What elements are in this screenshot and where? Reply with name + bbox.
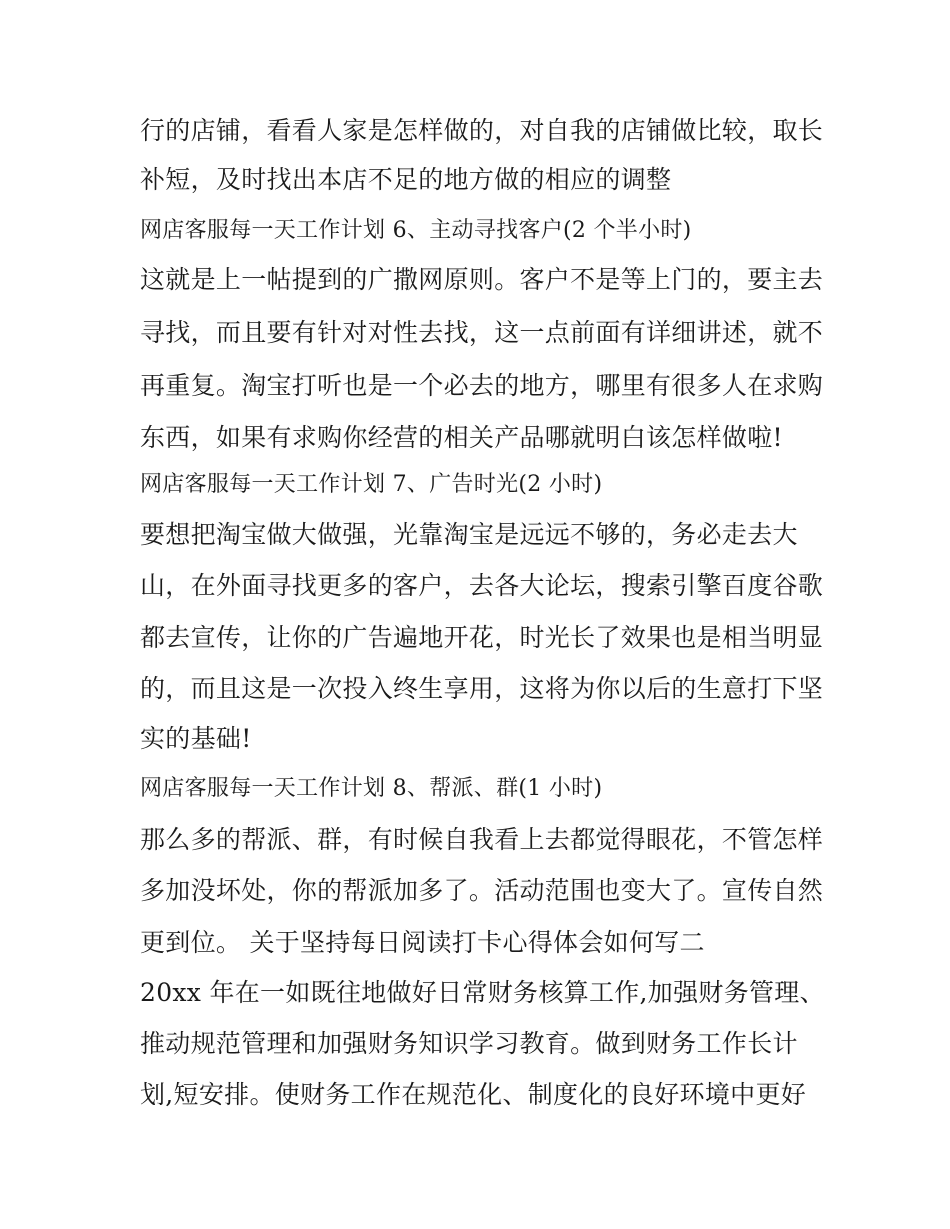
body-text-line: 寻找，而且要有针对对性去找，这一点前面有详细讲述，就不 (140, 318, 824, 347)
body-text-line: 行的店铺，看看人家是怎样做的，对自我的店铺做比较，取长 (140, 116, 824, 145)
body-text-line: 东西，如果有求购你经营的相关产品哪就明白该怎样做啦! (140, 423, 783, 452)
body-text-line: 多加没坏处，你的帮派加多了。活动范围也变大了。宣传自然 (140, 876, 824, 905)
body-text-line: 推动规范管理和加强财务知识学习教育。做到财务工作长计 (140, 1029, 798, 1058)
body-text-line: 补短，及时找出本店不足的地方做的相应的调整 (140, 165, 672, 194)
body-text-line: 那么多的帮派、群，有时候自我看上去都觉得眼花，不管怎样 (140, 825, 824, 854)
body-text-line: 再重复。淘宝打听也是一个必去的地方，哪里有很多人在求购 (140, 371, 824, 400)
body-text-line: 20xx 年在一如既往地做好日常财务核算工作,加强财务管理、 (140, 978, 825, 1007)
body-text-line: 都去宣传，让你的广告遍地开花，时光长了效果也是相当明显 (140, 623, 824, 652)
body-text-line: 要想把淘宝做大做强，光靠淘宝是远远不够的，务必走去大 (140, 520, 798, 549)
body-text-line: 实的基础! (140, 724, 252, 753)
section-heading-8: 网店客服每一天工作计划 8、帮派、群(1 小时) (140, 776, 603, 801)
body-text-line: 这就是上一帖提到的广撒网原则。客户不是等上门的，要主去 (140, 265, 824, 294)
section-heading-7: 网店客服每一天工作计划 7、广告时光(2 小时) (140, 472, 603, 497)
body-text-line: 的，而且这是一次投入终生享用，这将为你以后的生意打下坚 (140, 674, 824, 703)
section-heading-6: 网店客服每一天工作计划 6、主动寻找客户(2 个半小时) (140, 218, 692, 243)
body-text-line: 划,短安排。使财务工作在规范化、制度化的良好环境中更好 (140, 1080, 807, 1109)
body-text-line: 山，在外面寻找更多的客户，去各大论坛，搜索引擎百度谷歌 (140, 571, 824, 600)
body-text-line: 更到位。 关于坚持每日阅读打卡心得体会如何写二 (140, 928, 705, 957)
